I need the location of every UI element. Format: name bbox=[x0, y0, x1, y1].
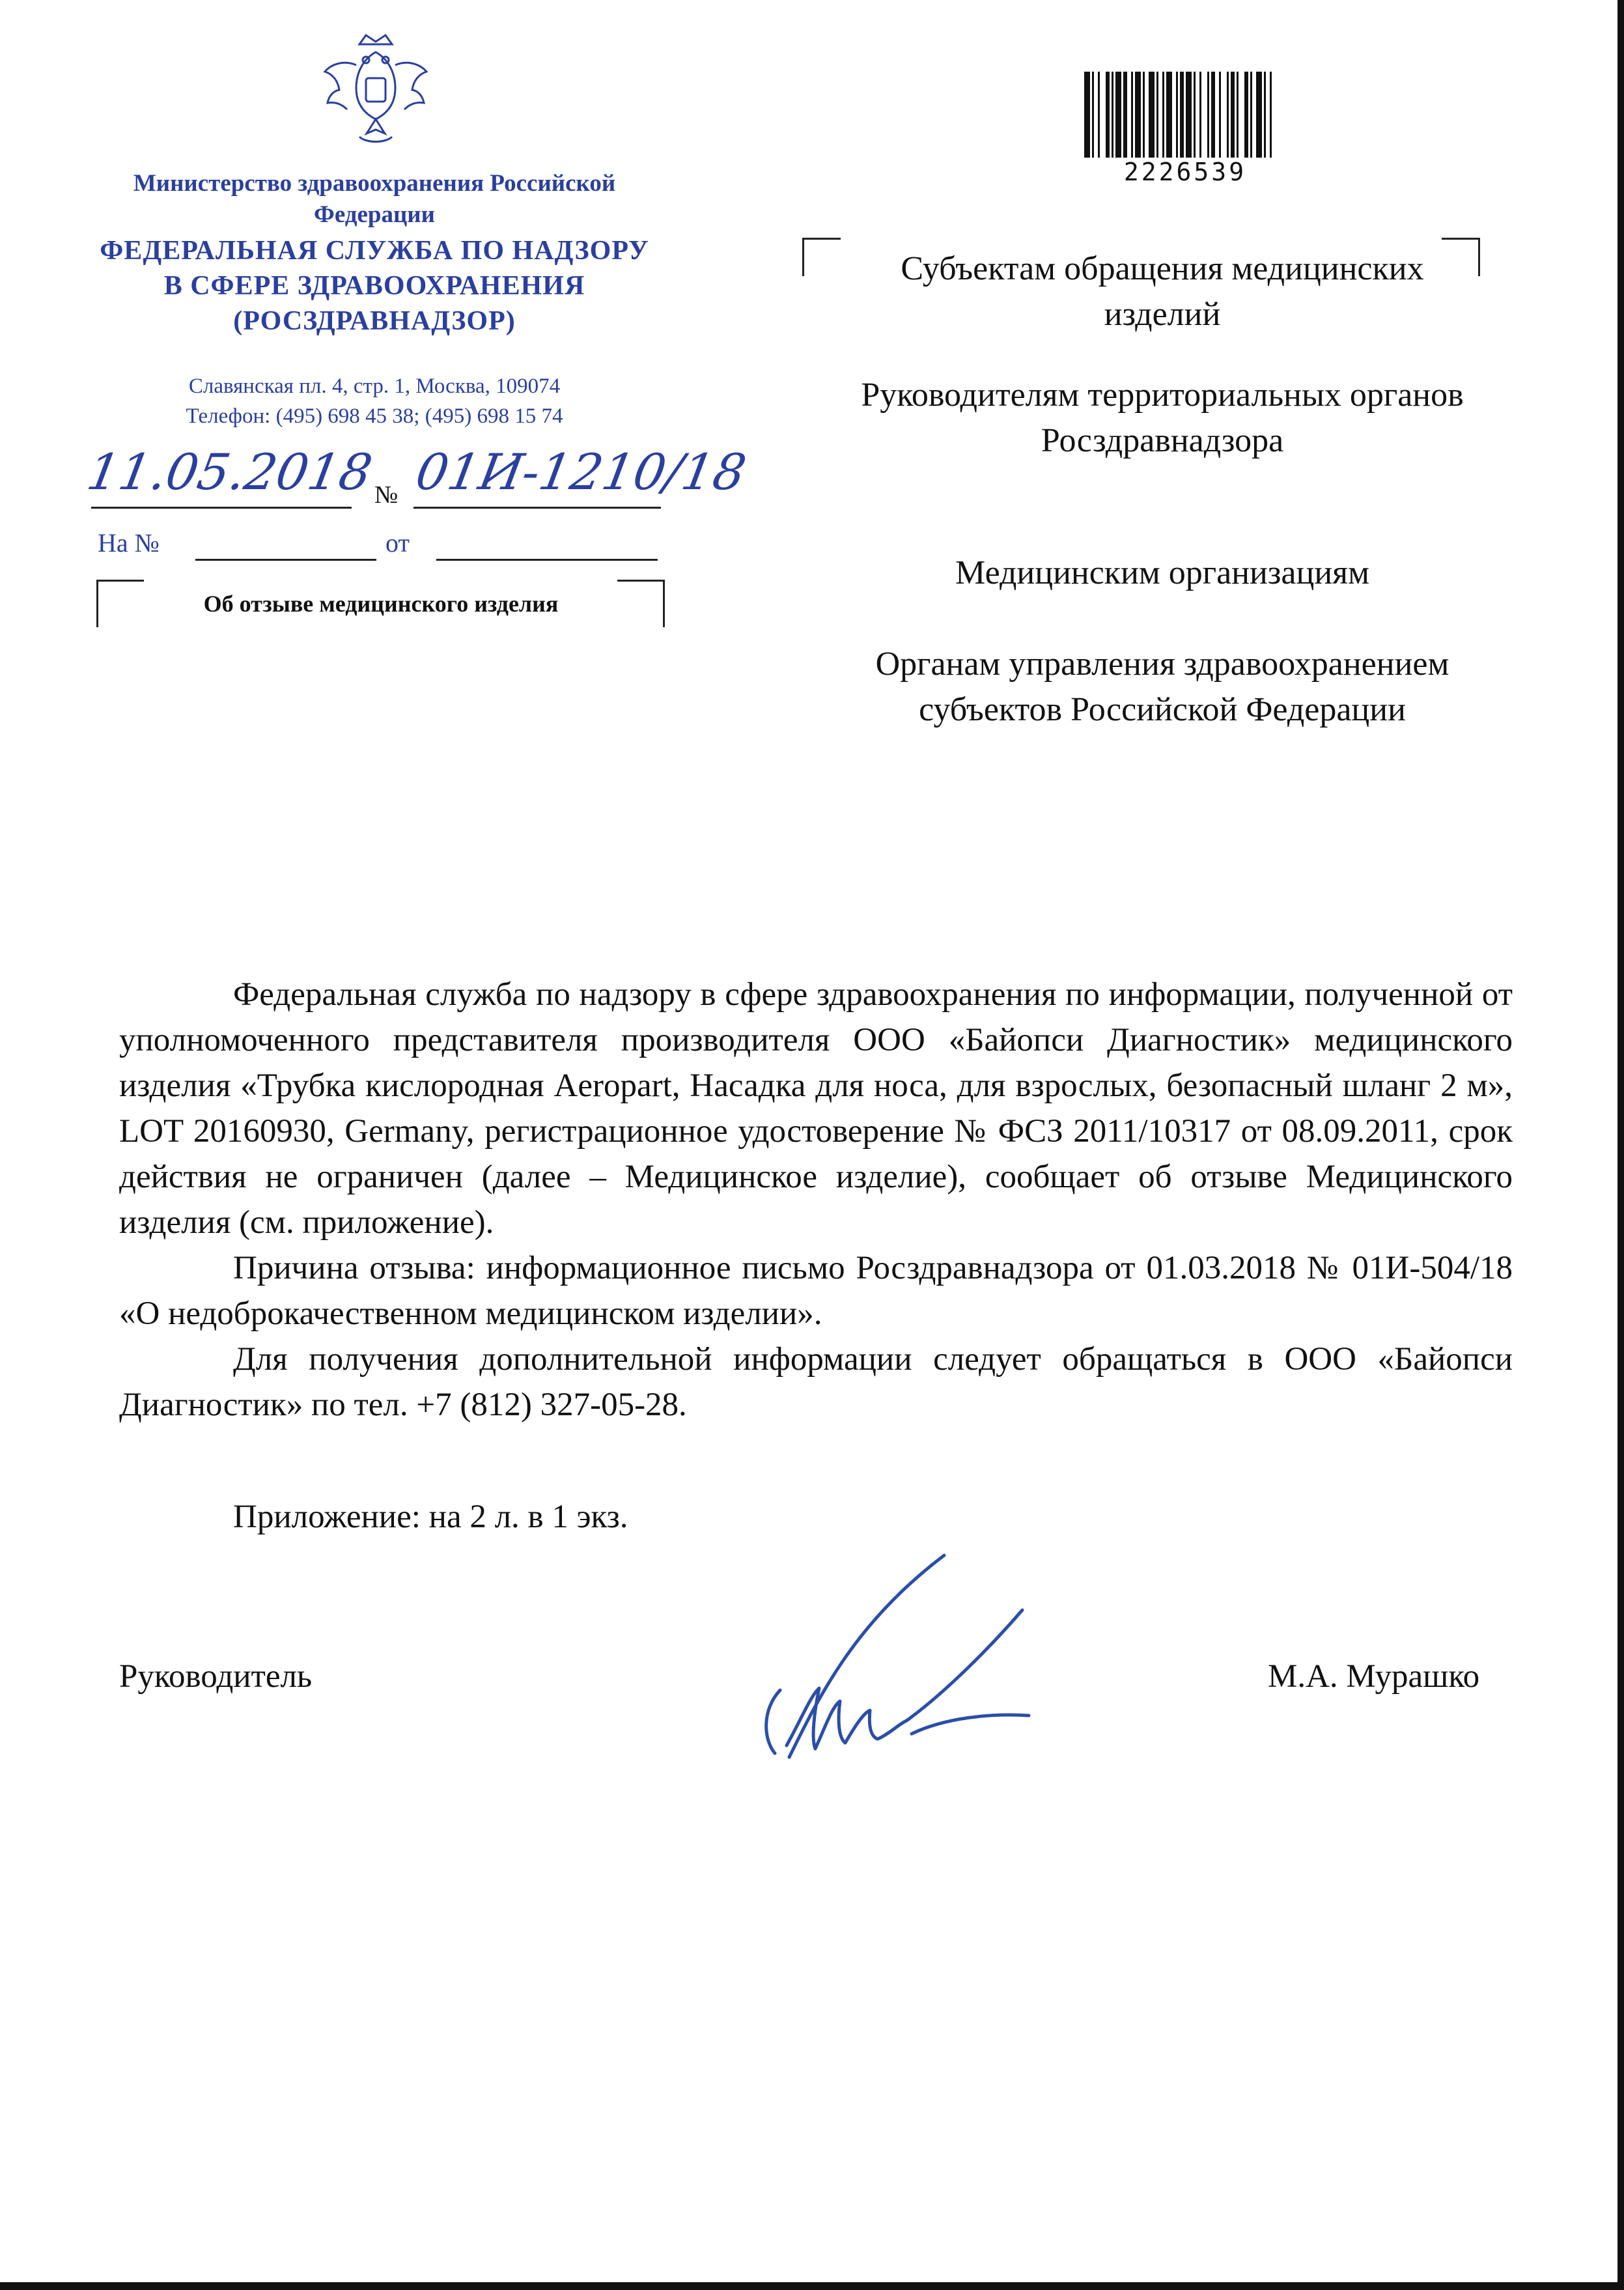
subject-corner-left bbox=[96, 580, 144, 627]
reference-number-line bbox=[195, 559, 376, 561]
barcode-bar bbox=[1092, 72, 1094, 158]
recipient-4: Органам управления здравоохранением субъектов Российской Федерации bbox=[875, 645, 1449, 728]
attachment-note: Приложение: на 2 л. в 1 экз. bbox=[233, 1499, 628, 1535]
handwritten-signature-icon bbox=[749, 1550, 1113, 1765]
contact-block bbox=[91, 371, 658, 431]
barcode-bar bbox=[1112, 72, 1113, 158]
registration-date-underline bbox=[91, 507, 352, 509]
barcode-bar bbox=[1237, 72, 1239, 158]
barcode-bar bbox=[1143, 72, 1145, 158]
barcode-bar bbox=[1231, 72, 1235, 158]
registration-number-label: № bbox=[374, 481, 399, 509]
address-corner-left bbox=[802, 238, 841, 276]
barcode-bar bbox=[1211, 72, 1215, 158]
service-name-line2: В СФЕРЕ ЗДРАВООХРАНЕНИЯ bbox=[163, 271, 585, 301]
barcode-bar bbox=[1186, 72, 1192, 158]
scan-edge-right bbox=[1617, 0, 1624, 2290]
barcode-bar bbox=[1180, 72, 1184, 158]
ministry-name: Министерство здравоохранения Российской Федерации bbox=[133, 170, 616, 228]
subject-corner-right bbox=[617, 580, 665, 627]
barcode-bar bbox=[1162, 72, 1164, 158]
barcode-bar bbox=[1194, 72, 1196, 158]
scan-edge-bottom bbox=[0, 2282, 1624, 2290]
barcode-bar bbox=[1149, 72, 1155, 158]
barcode-bar bbox=[1131, 72, 1133, 158]
letter-subject: Об отзыве медицинского изделия bbox=[203, 591, 559, 617]
reference-number-label: На № bbox=[98, 528, 160, 558]
coat-of-arms-icon bbox=[320, 26, 431, 156]
barcode-bar bbox=[1106, 72, 1110, 158]
letter-body bbox=[119, 972, 1513, 1428]
barcode-bar bbox=[1135, 72, 1141, 158]
reference-date-line bbox=[436, 559, 658, 561]
barcode-bar bbox=[1256, 72, 1262, 158]
barcode-bar bbox=[1115, 72, 1121, 158]
barcode-bar bbox=[1166, 72, 1172, 158]
registration-number: 01И-1210/18 bbox=[412, 443, 751, 501]
body-paragraph-2: Причина отзыва: информационное письмо Росздравнадзора от 01.03.2018 № 01И-504/18 «О недоброкачественном медицинском изделии». bbox=[119, 1250, 1513, 1332]
signer-name: М.А. Мурашко bbox=[1268, 1658, 1480, 1695]
service-name-line3: (РОСЗДРАВНАДЗОР) bbox=[233, 306, 516, 336]
barcode-bar bbox=[1098, 72, 1100, 158]
registration-date: 11.05.2018 bbox=[83, 443, 377, 501]
barcode-bar bbox=[1270, 72, 1272, 158]
barcode-bar bbox=[1084, 72, 1090, 158]
barcode-bar bbox=[1227, 72, 1229, 158]
barcode-bar bbox=[1176, 72, 1178, 158]
barcode-bar bbox=[1264, 72, 1266, 158]
recipient-1: Субъектам обращения медицинских изделий bbox=[901, 250, 1424, 333]
postal-address: Славянская пл. 4, стр. 1, Москва, 109074 bbox=[188, 375, 561, 398]
registration-number-underline bbox=[413, 507, 661, 509]
barcode-bar bbox=[1156, 72, 1158, 158]
barcode-bar bbox=[1244, 72, 1248, 158]
phone-numbers: Телефон: (495) 698 45 38; (495) 698 15 74 bbox=[186, 404, 563, 428]
service-name-line1: ФЕДЕРАЛЬНАЯ СЛУЖБА ПО НАДЗОРУ bbox=[100, 236, 649, 266]
barcode-number: 2226539 bbox=[1123, 158, 1247, 186]
signer-title: Руководитель bbox=[119, 1658, 313, 1695]
barcode-bar bbox=[1199, 72, 1201, 158]
reference-date-label: от bbox=[385, 528, 410, 558]
body-paragraph-1: Федеральная служба по надзору в сфере здравоохранения по информации, полученной от уполномоченного представителя производителя ООО «Байопси Диагностик» медицинского изделия «Трубка кислородная Aeropart, Насадка для носа, для взрослых, безопасный шланг 2 м», LOT 20160930, Germany, регистрационное удостоверение № ФСЗ 2011/10317 от 08.09.2011, срок действия не ограничен (далее – Медицинское изделие), сообщает об отзыве Медицинского изделия (см. приложение). bbox=[119, 976, 1513, 1241]
body-paragraph-3: Для получения дополнительной информации следует обращаться в ООО «Байопси Диагностик» по тел. +7 (812) 327-05-28. bbox=[119, 1341, 1513, 1423]
barcode-bar bbox=[1250, 72, 1252, 158]
barcode-bar bbox=[1207, 72, 1209, 158]
recipient-2: Руководителям территориальных органов Росздравнадзора bbox=[861, 376, 1464, 459]
barcode-bar bbox=[1219, 72, 1221, 158]
recipient-3: Медицинским организациям bbox=[955, 554, 1369, 591]
service-name bbox=[78, 233, 671, 339]
barcode-bar bbox=[1123, 72, 1127, 158]
barcode-icon bbox=[1084, 72, 1286, 158]
